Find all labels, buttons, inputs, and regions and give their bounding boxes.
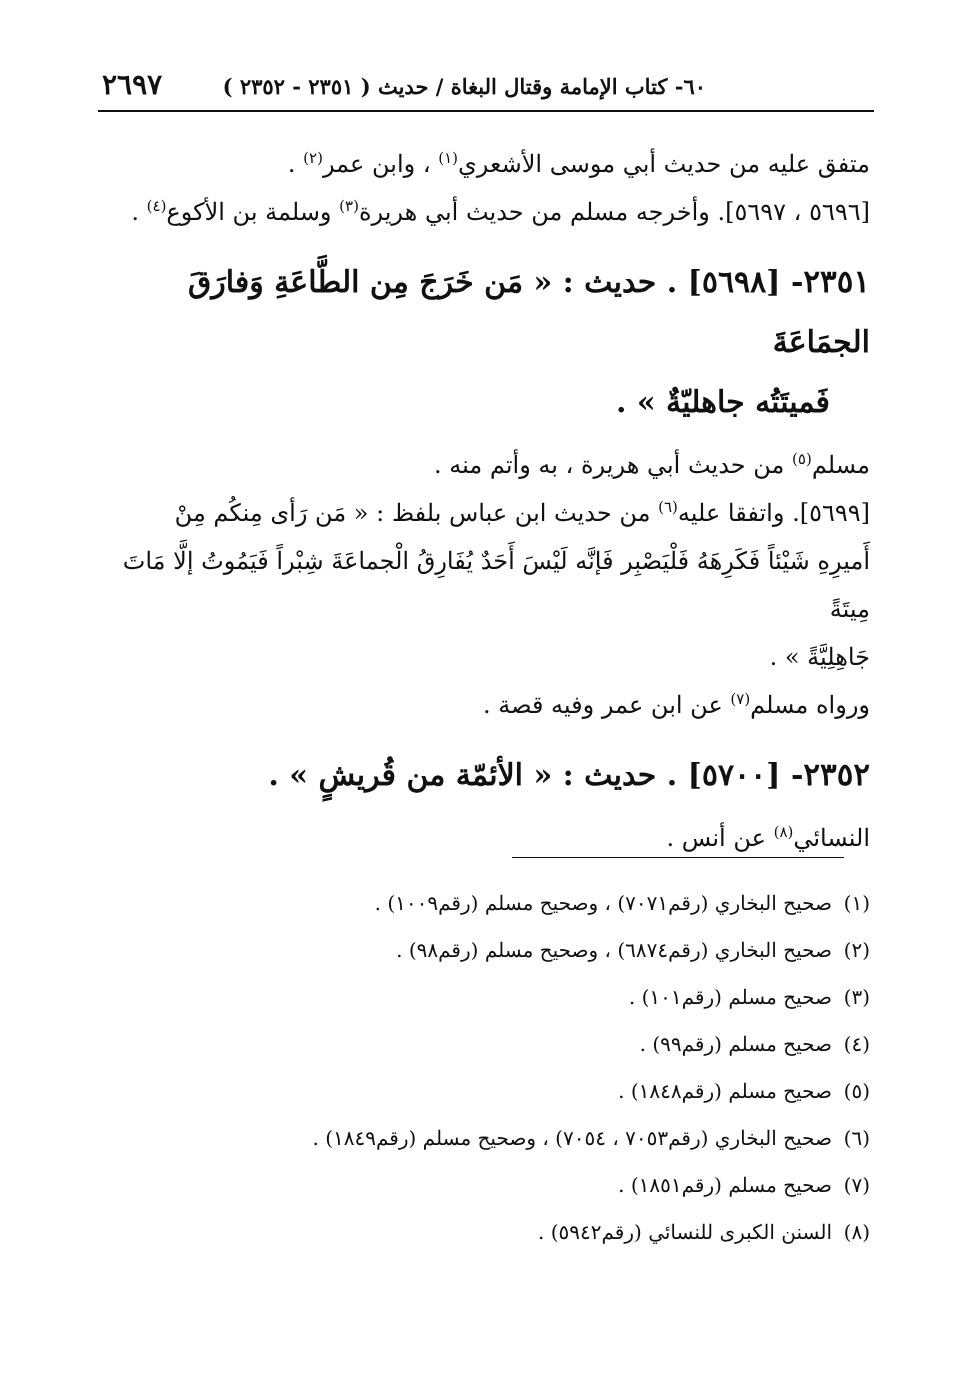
- hadith-ref: [٥٧٠٠]: [687, 758, 781, 793]
- intro-text: .: [131, 198, 147, 226]
- intro-line-1: [100, 140, 870, 188]
- hadith-2351-quote-line-2: أَميرِهِ شَيْئاً فَكَرِهَهُ فَلْيَصْبِر فَإنَّه لَيْسَ أَحَدٌ يُفَارِقُ الْجماعَةَ شِبْراً فَيَمُوتُ إلَّا مَاتَ مِيتَةً: [122, 547, 870, 623]
- footnote-ref: (٨): [773, 823, 794, 841]
- para-text: [٥٦٩٩]. واتفقا عليه: [677, 499, 870, 527]
- hadith-2351-para-1: [100, 441, 870, 489]
- footnote-number: (٢): [843, 938, 870, 962]
- footnote-number: (٥): [843, 1079, 870, 1103]
- footnote-number: (٧): [843, 1173, 870, 1197]
- para-text: من حديث أبي هريرة ، به وأتم منه .: [434, 451, 793, 479]
- hadith-2352-heading: ٢٣٥٢- [٥٧٠٠] . حديث : « الأئمّة من قُريشٍ » .: [268, 757, 870, 793]
- footnote-item: [100, 1209, 870, 1256]
- hadith-heading-text-cont: فَميتَتُه جاهليّةٌ » .: [615, 385, 830, 420]
- intro-text: وسلمة بن الأكوع: [166, 198, 340, 226]
- footnote-divider: [512, 857, 844, 858]
- para-text: عن أنس .: [666, 824, 774, 852]
- para-text: من حديث ابن عباس بلفظ : « مَن رَأى مِنكُم مِنْ: [174, 499, 659, 527]
- intro-line-2: [100, 188, 870, 236]
- para-text: النسائي: [793, 824, 870, 852]
- footnote-text: صحيح مسلم (رقم١٠١) .: [628, 985, 832, 1009]
- footnote-number: (٨): [843, 1220, 870, 1244]
- hadith-ref: [٥٦٩٨]: [687, 265, 781, 300]
- main-text: [100, 140, 870, 862]
- para-text: مسلم: [811, 451, 870, 479]
- footnote-item: [100, 974, 870, 1021]
- footnote-ref: (٣): [339, 197, 359, 215]
- hadith-2351-para-3: [100, 681, 870, 729]
- footnote-number: (٦): [843, 1126, 870, 1150]
- para-text: ورواه مسلم: [750, 691, 870, 719]
- footnote-ref: (٥): [792, 450, 812, 468]
- footnote-text: صحيح مسلم (رقم٩٩) .: [639, 1032, 832, 1056]
- footnote-item: [100, 1021, 870, 1068]
- page-header: [98, 64, 874, 112]
- intro-text: .: [287, 150, 304, 178]
- footnote-ref: (٦): [658, 498, 678, 516]
- footnote-ref: (٤): [146, 197, 167, 215]
- footnote-number: (٤): [843, 1032, 870, 1056]
- hadith-heading-text: . حديث : « الأئمّة من قُريشٍ » .: [268, 758, 678, 793]
- para-text: عن ابن عمر وفيه قصة .: [483, 691, 731, 719]
- hadith-number: ٢٣٥٢: [803, 757, 870, 793]
- footnotes-list: [100, 880, 870, 1256]
- intro-text: ، وابن عمر: [322, 150, 439, 178]
- hadith-2351-quote-line-3: جَاهِلِيَّةً » .: [769, 643, 870, 671]
- hadith-heading-text: . حديث : « مَن خَرَجَ مِن الطَّاعَةِ وَفارَقَ الجمَاعَةَ: [188, 265, 870, 360]
- hadith-number: ٢٣٥١: [803, 264, 870, 300]
- hadith-2351-heading-line-1: ٢٣٥١- [٥٦٩٨] . حديث : « مَن خَرَجَ مِن الطَّاعَةِ وَفارَقَ الجمَاعَةَ: [188, 264, 870, 360]
- footnote-text: صحيح مسلم (رقم١٨٥١) .: [618, 1173, 832, 1197]
- footnote-number: (٣): [843, 985, 870, 1009]
- footnote-ref: (٢): [303, 149, 323, 167]
- footnote-text: صحيح البخاري (رقم٧٠٧١) ، وصحيح مسلم (رقم١٠٠٩) .: [374, 891, 832, 915]
- intro-text: متفق عليه من حديث أبي موسى الأشعري: [458, 150, 870, 178]
- footnote-ref: (٧): [730, 690, 751, 708]
- footnote-text: السنن الكبرى للنسائي (رقم٥٩٤٢) .: [538, 1220, 832, 1244]
- intro-text: [٥٦٩٦ ، ٥٦٩٧]. وأخرجه مسلم من حديث أبي هريرة: [358, 198, 870, 226]
- footnote-number: (١): [843, 891, 870, 915]
- page-number: ٢٦٩٧: [102, 68, 163, 101]
- footnote-item: [100, 880, 870, 927]
- footnote-item: [100, 927, 870, 974]
- hadith-2352-para-1: [100, 814, 870, 862]
- footnote-item: [100, 1068, 870, 1115]
- running-title: ٦٠- كتاب الإمامة وقتال البغاة / حديث ( ٢٣٥١ - ٢٣٥٢ ): [222, 74, 706, 99]
- footnote-text: صحيح البخاري (رقم٦٨٧٤) ، وصحيح مسلم (رقم٩٨) .: [396, 938, 832, 962]
- footnote-item: [100, 1162, 870, 1209]
- footnote-text: صحيح البخاري (رقم٧٠٥٣ ، ٧٠٥٤) ، وصحيح مسلم (رقم١٨٤٩) .: [312, 1126, 832, 1150]
- footnote-item: [100, 1115, 870, 1162]
- footnote-text: صحيح مسلم (رقم١٨٤٨) .: [618, 1079, 832, 1103]
- hadith-2351-heading: [100, 252, 870, 433]
- hadith-2351-para-2: [100, 489, 870, 537]
- footnote-ref: (١): [438, 149, 458, 167]
